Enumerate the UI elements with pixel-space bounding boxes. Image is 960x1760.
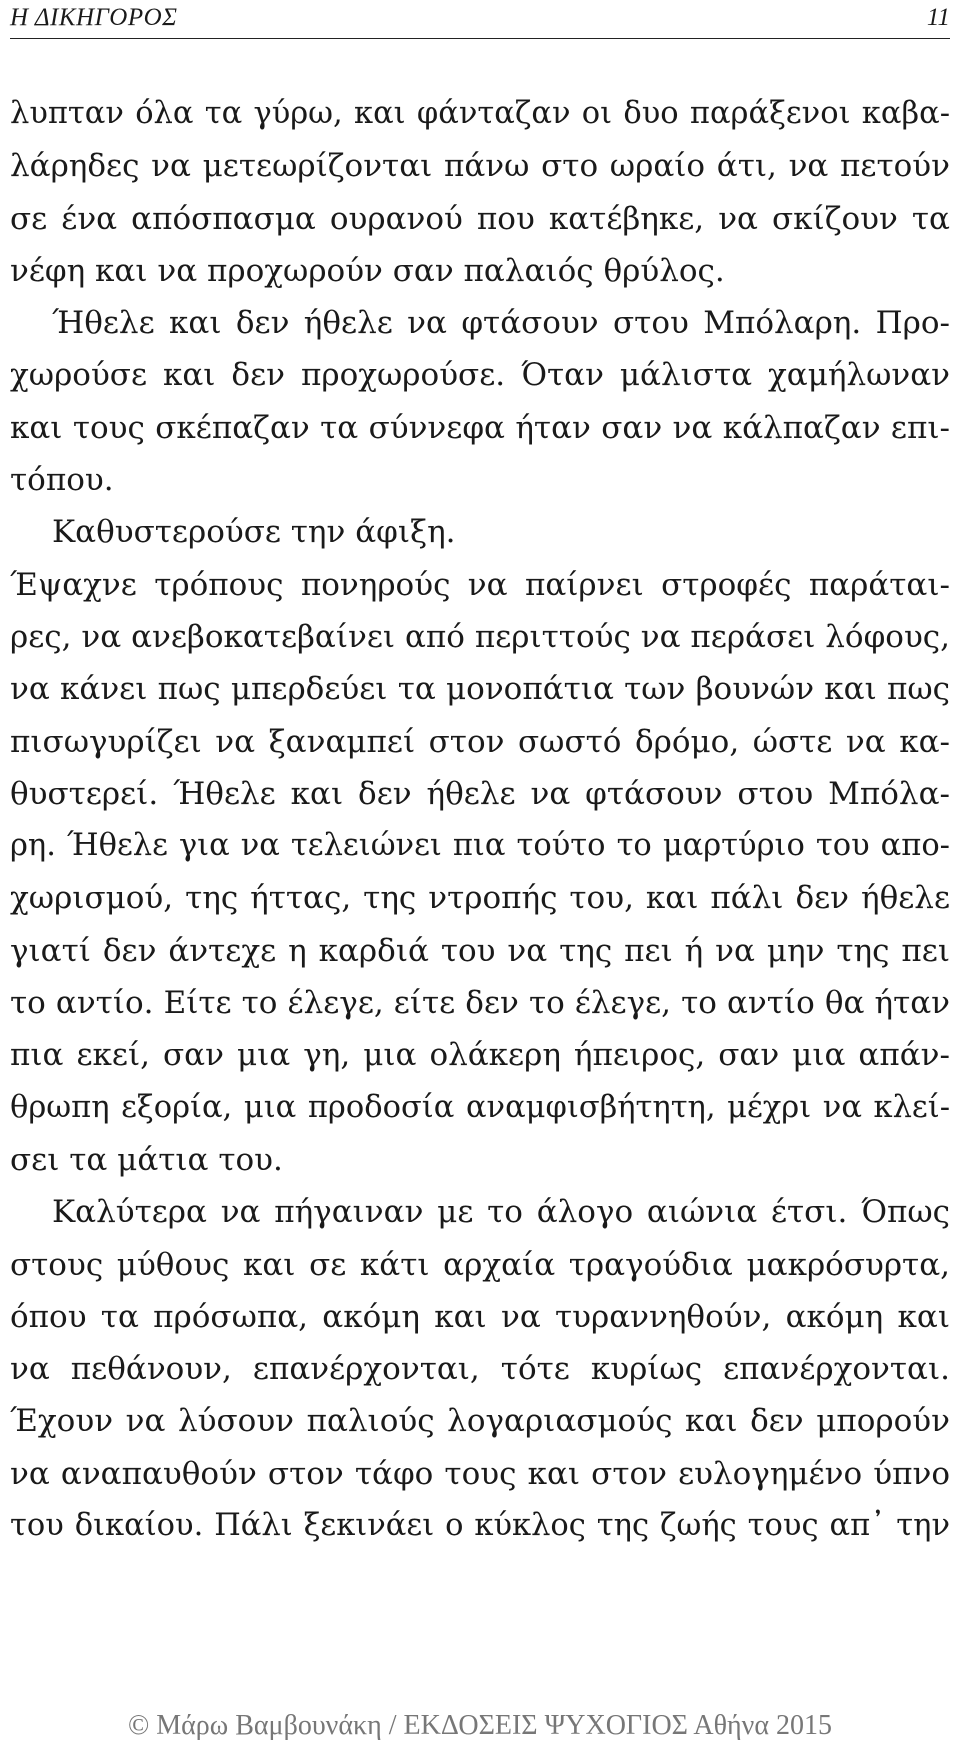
page-number: 11 — [926, 4, 950, 31]
text-line: όπου τα πρόσωπα, ακόμη και να τυραννηθούν, ακόμη και — [10, 1298, 950, 1335]
text-line: λάρηδες να μετεωρίζονται πάνω στο ωραίο άτι, να πετούν — [10, 148, 950, 185]
body-text — [10, 88, 950, 1552]
text-line: νέφη και να προχωρούν σαν παλαιός θρύλος. — [10, 252, 725, 289]
book-title: Η ΔΙΚΗΓΟΡΟΣ — [10, 4, 178, 31]
running-header — [10, 0, 950, 39]
text-line: λυπταν όλα τα γύρω, και φάνταζαν οι δυο παράξενοι καβα- — [10, 96, 950, 131]
text-line: Καλύτερα να πήγαιναν με το άλογο αιώνια έτσι. Όπως — [52, 1194, 950, 1231]
text-line: πισωγυρίζει να ξαναμπεί στον σωστό δρόμο, ώστε να κα- — [10, 723, 950, 760]
text-line: του δικαίου. Πάλι ξεκινάει ο κύκλος της ζωής τους απ᾽ την — [10, 1508, 950, 1544]
text-line: πια εκεί, σαν μια γη, μια ολάκερη ήπειρος, σαν μια απάν- — [10, 1037, 950, 1074]
text-line: σε ένα απόσπασμα ουρανού που κατέβηκε, να σκίζουν τα — [10, 200, 950, 237]
text-line: στους μύθους και σε κάτι αρχαία τραγούδια μακρόσυρτα, — [10, 1246, 950, 1283]
text-line: ρες, να ανεβοκατεβαίνει από περιττούς να περάσει λόφους, — [10, 618, 950, 655]
text-line: χωρούσε και δεν προχωρούσε. Όταν μάλιστα χαμήλωναν — [10, 357, 950, 394]
text-line: ρη. Ήθελε για να τελειώνει πια τούτο το μαρτύριο του απο- — [10, 828, 950, 864]
text-line: να πεθάνουν, επανέρχονται, τότε κυρίως επανέρχονται. — [10, 1351, 950, 1388]
text-line: Έψαχνε τρόπους πονηρούς να παίρνει στροφές παράται- — [10, 566, 950, 603]
text-line: χωρισμού, της ήττας, της ντροπής του, και πάλι δεν ήθελε — [10, 880, 950, 917]
text-line: θρωπη εξορία, μια προδοσία αναμφισβήτητη, μέχρι να κλεί- — [10, 1089, 950, 1125]
text-line: να αναπαυθούν στον τάφο τους και στον ευλογημένο ύπνο — [10, 1455, 950, 1492]
text-line: γιατί δεν άντεχε η καρδιά του να της πει ή να μην της πει — [10, 932, 950, 969]
text-line: και τους σκέπαζαν τα σύννεφα ήταν σαν να κάλπαζαν επι- — [10, 409, 950, 446]
text-line: το αντίο. Είτε το έλεγε, είτε δεν το έλεγε, το αντίο θα ήταν — [10, 985, 950, 1022]
text-line: τόπου. — [10, 462, 114, 499]
text-line: Έχουν να λύσουν παλιούς λογαριασμούς και δεν μπορούν — [10, 1403, 950, 1440]
copyright-footer: © Μάρω Βαμβουνάκη / ΕΚΔΟΣΕΙΣ ΨΥΧΟΓΙΟΣ Αθήνα 2015 — [127, 1710, 833, 1741]
text-line: θυστερεί. Ήθελε και δεν ήθελε να φτάσουν στου Μπόλα- — [10, 775, 950, 812]
text-line: να κάνει πως μπερδεύει τα μονοπάτια των βουνών και πως — [10, 671, 950, 708]
text-line: Καθυστερούσε την άφιξη. — [52, 514, 456, 551]
text-line: σει τα μάτια του. — [10, 1141, 283, 1178]
text-line: Ήθελε και δεν ήθελε να φτάσουν στου Μπόλαρη. Προ- — [52, 305, 950, 342]
